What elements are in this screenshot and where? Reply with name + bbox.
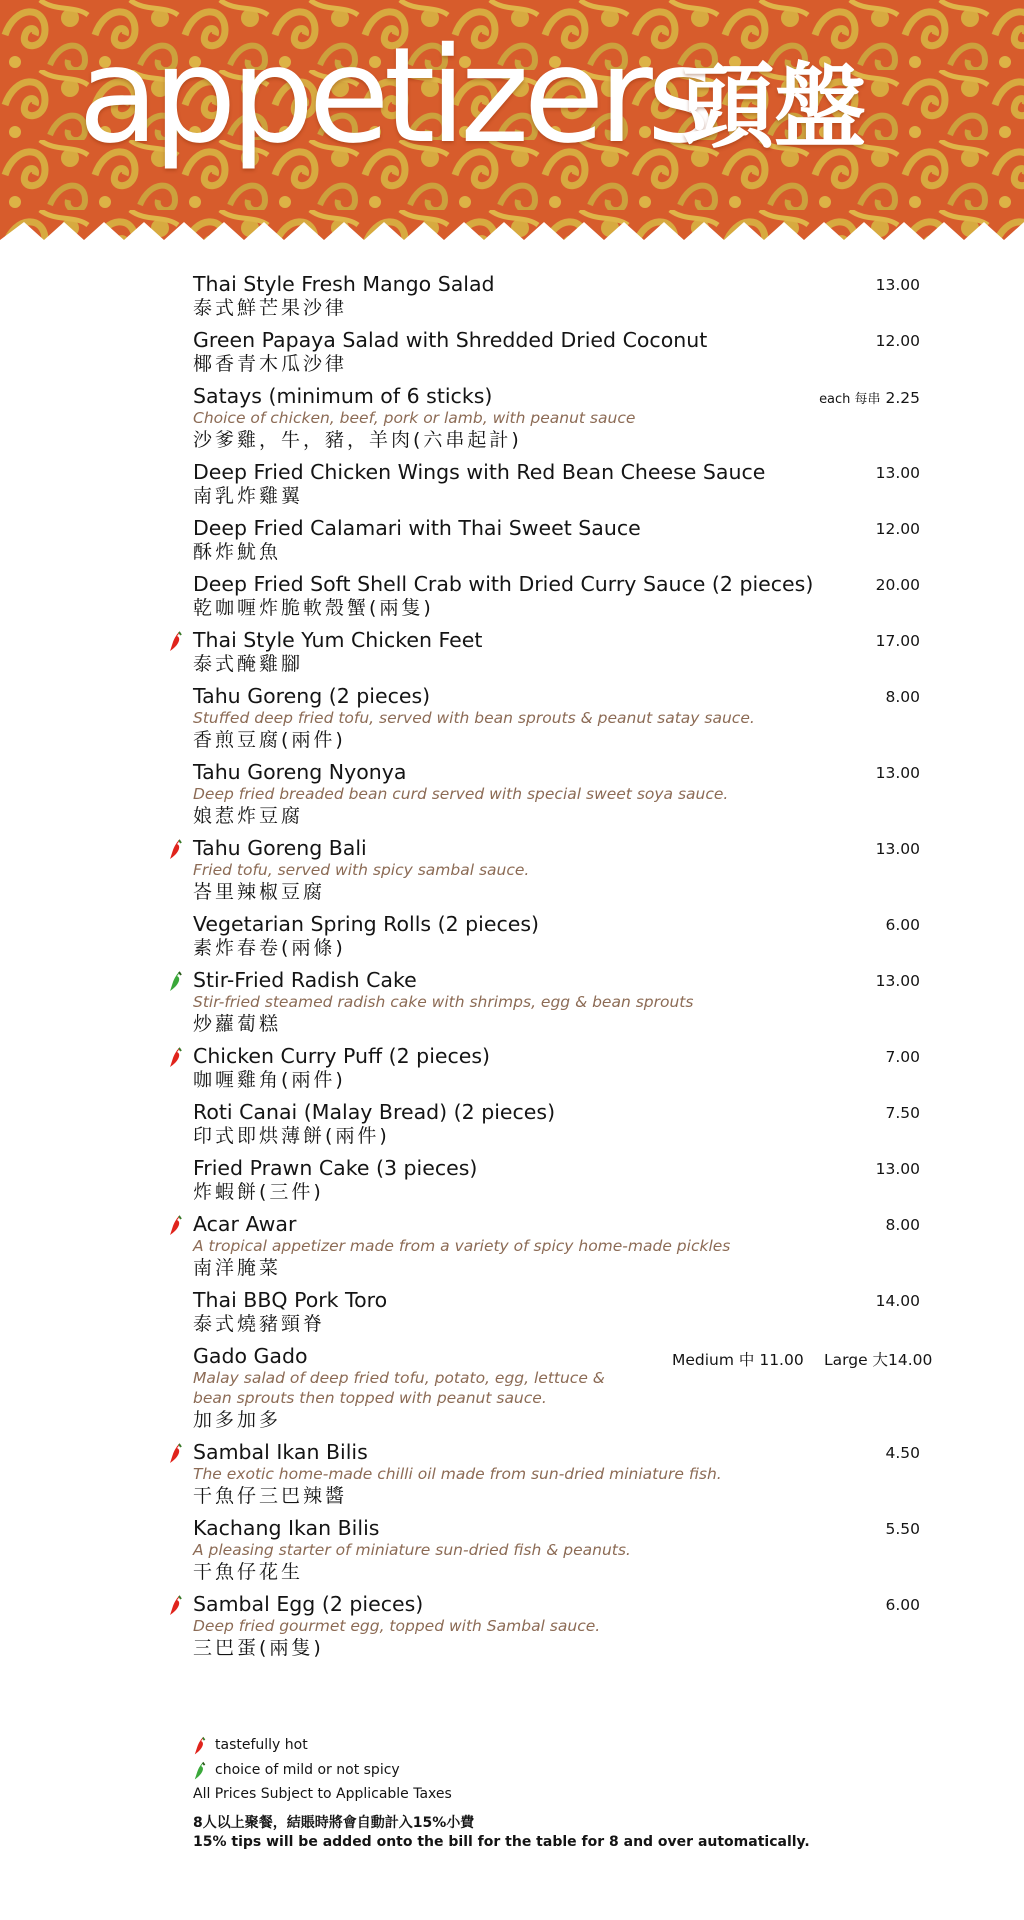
item-name-chinese: 炒蘿蔔糕: [193, 1013, 282, 1035]
item-name-chinese: 干魚仔花生: [193, 1561, 304, 1583]
item-price: 13.00: [875, 1160, 920, 1178]
red-chili-icon: [168, 1214, 186, 1236]
item-price-value: 2.25: [885, 389, 920, 407]
menu-item: [0, 836, 1024, 912]
menu-item: [0, 968, 1024, 1044]
item-price: 4.50: [885, 1444, 920, 1462]
item-name: Satays (minimum of 6 sticks): [193, 384, 493, 408]
item-name-chinese: 泰式燒豬頸脊: [193, 1313, 326, 1335]
menu-item: [0, 1592, 1024, 1668]
red-chili-icon: [168, 838, 186, 860]
item-name-chinese: 三巴蛋(兩隻): [193, 1637, 324, 1659]
menu-item: [0, 516, 1024, 572]
item-name: Deep Fried Chicken Wings with Red Bean Cheese Sauce: [193, 460, 766, 484]
item-description: Choice of chicken, beef, pork or lamb, with peanut sauce: [193, 409, 636, 427]
item-name-chinese: 南洋腌菜: [193, 1257, 282, 1279]
legend-mild-label: choice of mild or not spicy: [215, 1762, 400, 1778]
item-price: 7.50: [885, 1104, 920, 1122]
menu-item: [0, 1344, 1024, 1440]
menu-item: [0, 328, 1024, 384]
item-description: The exotic home-made chilli oil made from sun-dried miniature fish.: [193, 1465, 722, 1483]
item-price: 13.00: [875, 464, 920, 482]
item-name: Sambal Egg (2 pieces): [193, 1592, 424, 1616]
item-name-chinese: 南乳炸雞翼: [193, 485, 304, 507]
menu-item: [0, 760, 1024, 836]
item-price-prefix: each 每串: [819, 392, 881, 407]
item-name-chinese: 香煎豆腐(兩件): [193, 729, 346, 751]
item-name-chinese: 酥炸魷魚: [193, 541, 282, 563]
item-description: Stuffed deep fried tofu, served with bean sprouts & peanut satay sauce.: [193, 709, 755, 727]
item-name-chinese: 椰香青木瓜沙律: [193, 353, 348, 375]
item-name-chinese: 咖喱雞角(兩件): [193, 1069, 346, 1091]
menu-item: [0, 1044, 1024, 1100]
item-name-chinese: 炸蝦餅(三件): [193, 1181, 324, 1203]
item-price: 13.00: [875, 972, 920, 990]
item-name: Acar Awar: [193, 1212, 297, 1236]
menu-item: [0, 272, 1024, 328]
item-name: Green Papaya Salad with Shredded Dried Coconut: [193, 328, 708, 352]
item-name: Tahu Goreng Nyonya: [193, 760, 407, 784]
item-price: 8.00: [885, 1216, 920, 1234]
red-chili-icon: [168, 1442, 186, 1464]
menu-item: [0, 628, 1024, 684]
item-name: Fried Prawn Cake (3 pieces): [193, 1156, 478, 1180]
item-price: 7.00: [885, 1048, 920, 1066]
item-name-chinese: 峇里辣椒豆腐: [193, 881, 326, 903]
item-name: Chicken Curry Puff (2 pieces): [193, 1044, 491, 1068]
item-description-line2: bean sprouts then topped with peanut sauce.: [193, 1389, 547, 1407]
item-description: Stir-fried steamed radish cake with shrimps, egg & bean sprouts: [193, 993, 694, 1011]
item-name-chinese: 素炸春卷(兩條): [193, 937, 346, 959]
item-name-chinese: 乾咖喱炸脆軟殼蟹(兩隻): [193, 597, 434, 619]
menu-item: [0, 572, 1024, 628]
red-chili-icon: [168, 630, 186, 652]
item-price: 12.00: [875, 520, 920, 538]
header-banner: [0, 0, 1024, 250]
item-name-chinese: 娘惹炸豆腐: [193, 805, 304, 827]
item-description: A tropical appetizer made from a variety of spicy home-made pickles: [193, 1237, 731, 1255]
item-price: 17.00: [875, 632, 920, 650]
legend-hot: [193, 1734, 810, 1759]
item-description: A pleasing starter of miniature sun-dried fish & peanuts.: [193, 1541, 631, 1559]
item-price: 13.00: [875, 276, 920, 294]
item-price: [819, 388, 920, 407]
item-name: Thai Style Fresh Mango Salad: [193, 272, 495, 296]
item-name: Gado Gado: [193, 1344, 308, 1368]
menu-item: [0, 1288, 1024, 1344]
item-name: Stir-Fried Radish Cake: [193, 968, 417, 992]
menu-item: [0, 1156, 1024, 1212]
item-name: Thai Style Yum Chicken Feet: [193, 628, 483, 652]
menu-item: [0, 684, 1024, 760]
item-name: Vegetarian Spring Rolls (2 pieces): [193, 912, 540, 936]
page-title-chinese: 頭盤: [682, 54, 867, 161]
red-chili-icon: [193, 1735, 209, 1756]
item-price: 6.00: [885, 916, 920, 934]
menu-item: [0, 460, 1024, 516]
menu-item: [0, 384, 1024, 460]
item-price: 14.00: [875, 1292, 920, 1310]
tax-note: All Prices Subject to Applicable Taxes: [193, 1786, 452, 1802]
item-price-medium: Medium 中 11.00: [672, 1351, 804, 1369]
red-chili-icon: [168, 1594, 186, 1616]
item-name: Roti Canai (Malay Bread) (2 pieces): [193, 1100, 556, 1124]
tips-note-chinese: 8人以上聚餐，結賬時將會自動計入15%小費: [193, 1815, 475, 1831]
legend-hot-label: tastefully hot: [215, 1737, 308, 1753]
green-chili-icon: [193, 1760, 209, 1781]
item-name: Thai BBQ Pork Toro: [193, 1288, 388, 1312]
tips-note-english: 15% tips will be added onto the bill for the table for 8 and over automatically.: [193, 1834, 810, 1850]
menu-list: [0, 272, 1024, 1668]
item-name-chinese: 印式即烘薄餅(兩件): [193, 1125, 390, 1147]
item-price: 6.00: [885, 1596, 920, 1614]
item-name-chinese: 沙爹雞，牛，豬，羊肉(六串起計): [193, 429, 522, 451]
legend-mild: [193, 1759, 810, 1784]
item-name: Tahu Goreng Bali: [193, 836, 367, 860]
item-name: Kachang Ikan Bilis: [193, 1516, 380, 1540]
menu-item: [0, 1212, 1024, 1288]
item-name-chinese: 泰式鮮芒果沙律: [193, 297, 348, 319]
red-chili-icon: [168, 1046, 186, 1068]
item-name-chinese: 加多加多: [193, 1409, 282, 1431]
item-price: 13.00: [875, 840, 920, 858]
item-price: 8.00: [885, 688, 920, 706]
item-description: Malay salad of deep fried tofu, potato, egg, lettuce &: [193, 1369, 605, 1387]
item-name-chinese: 泰式醃雞腳: [193, 653, 304, 675]
legend: [193, 1734, 810, 1850]
item-name-chinese: 干魚仔三巴辣醬: [193, 1485, 348, 1507]
item-name: Deep Fried Calamari with Thai Sweet Sauce: [193, 516, 641, 540]
menu-item: [0, 1440, 1024, 1516]
item-description: Deep fried gourmet egg, topped with Sambal sauce.: [193, 1617, 601, 1635]
item-name: Sambal Ikan Bilis: [193, 1440, 368, 1464]
page-title: appetizers: [78, 19, 710, 173]
item-price: 13.00: [875, 764, 920, 782]
green-chili-icon: [168, 970, 186, 992]
item-price: 5.50: [885, 1520, 920, 1538]
item-description: Deep fried breaded bean curd served with special sweet soya sauce.: [193, 785, 729, 803]
menu-item: [0, 1516, 1024, 1592]
menu-item: [0, 1100, 1024, 1156]
item-price: 12.00: [875, 332, 920, 350]
item-price: 20.00: [875, 576, 920, 594]
item-name: Deep Fried Soft Shell Crab with Dried Curry Sauce (2 pieces): [193, 572, 814, 596]
menu-item: [0, 912, 1024, 968]
item-description: Fried tofu, served with spicy sambal sauce.: [193, 861, 530, 879]
item-price-large: Large 大14.00: [824, 1351, 933, 1369]
item-name: Tahu Goreng (2 pieces): [193, 684, 431, 708]
